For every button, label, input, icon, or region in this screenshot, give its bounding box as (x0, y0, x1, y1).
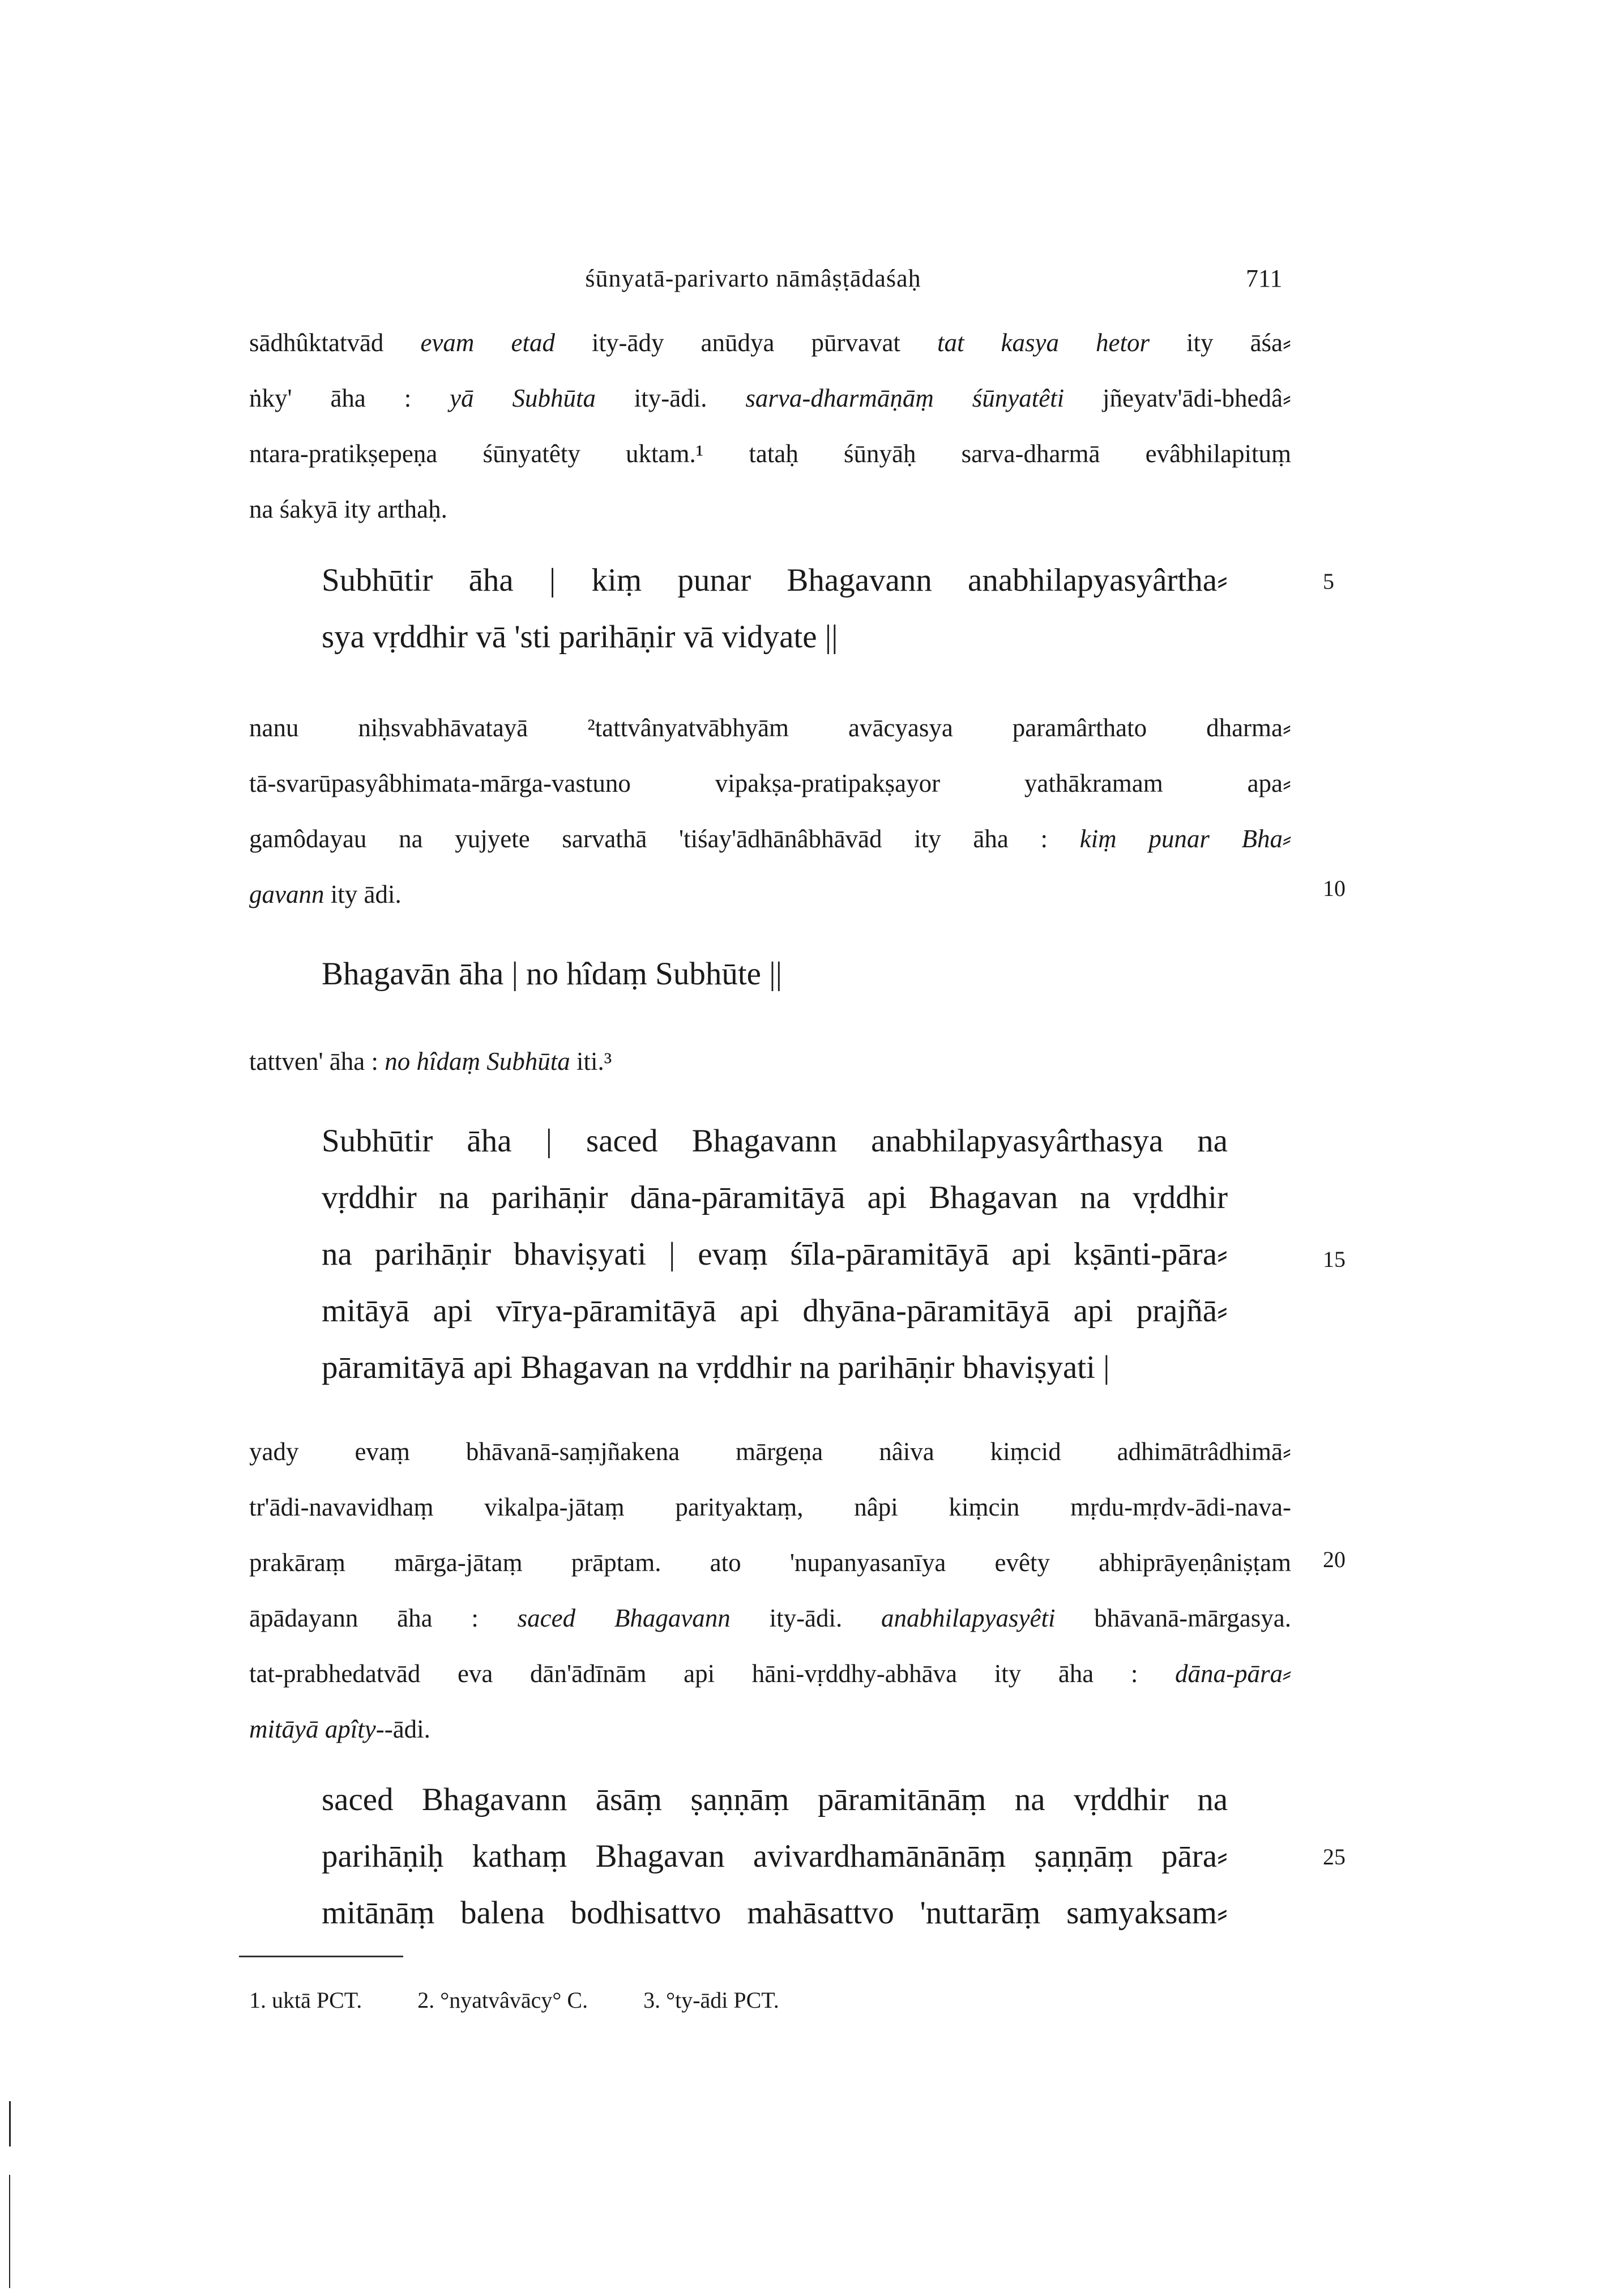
root-text-block-3 (322, 1113, 1228, 1396)
commentary-block-2 (249, 700, 1291, 922)
scan-margin-mark (9, 2101, 11, 2146)
line-number: 25 (1323, 1844, 1346, 1870)
root-line: Subhūtir āha | saced Bhagavann anabhilapyasyârthasya na (322, 1123, 1228, 1159)
root-line: vṛddhir na parihāṇir dāna-pāramitāyā api Bhagavan na vṛddhir (322, 1180, 1228, 1215)
commentary-line: ntara-pratikṣepeṇa śūnyatêty uktam.¹ tataḥ śūnyāḥ sarva-dharmā evâbhilapituṃ (249, 439, 1291, 468)
commentary-line: na śakyā ity arthaḥ. (249, 495, 447, 523)
commentary-line: tr'ādi-navavidhaṃ vikalpa-jātaṃ parityaktaṃ, nâpi kiṃcin mṛdu-mṛdv-ādi-nava- (249, 1493, 1291, 1521)
root-line: pāramitāyā api Bhagavan na vṛddhir na parihāṇir bhaviṣyati | (322, 1350, 1110, 1385)
root-line: saced Bhagavann āsāṃ ṣaṇṇāṃ pāramitānāṃ na vṛddhir na (322, 1782, 1228, 1817)
root-line: parihāṇiḥ kathaṃ Bhagavan avivardhamānānāṃ ṣaṇṇāṃ pāra⸗ (322, 1838, 1228, 1874)
commentary-line: gavann ity ādi. (249, 880, 402, 908)
line-number: 10 (1323, 876, 1346, 901)
running-header-title: śūnyatā-parivarto nāmâṣṭādaśaḥ (585, 264, 921, 292)
line-number: 15 (1323, 1247, 1346, 1272)
footnote: 2. °nyatvâvācy° C. (417, 1987, 588, 2013)
commentary-line: sādhûktatvād evam etad ity-ādy anūdya pūrvavat tat kasya hetor ity āśa⸗ (249, 328, 1292, 357)
line-number: 20 (1323, 1547, 1346, 1572)
commentary-block-3 (249, 1034, 1291, 1089)
root-line: sya vṛddhir vā 'sti parihāṇir vā vidyate || (322, 619, 838, 655)
commentary-line: nanu niḥsvabhāvatayā ²tattvânyatvābhyām avācyasya paramârthato dharma⸗ (249, 714, 1291, 742)
footnotes (249, 1987, 829, 2013)
root-line: na parihāṇir bhaviṣyati | evaṃ śīla-pāramitāyā api kṣānti-pāra⸗ (322, 1236, 1228, 1272)
root-line: Subhūtir āha | kiṃ punar Bhagavann anabhilapyasyârtha⸗ (322, 562, 1228, 598)
footnote-rule (239, 1956, 403, 1957)
root-text-block-1 (322, 552, 1228, 665)
commentary-block-4 (249, 1424, 1291, 1757)
commentary-line: mitāyā apîty--ādi. (249, 1715, 430, 1743)
commentary-line: yady evaṃ bhāvanā-saṃjñakena mārgeṇa nâiva kiṃcid adhimātrâdhimā⸗ (249, 1437, 1291, 1466)
page-number: 711 (1246, 264, 1283, 292)
footnote: 3. °ty-ādi PCT. (643, 1987, 779, 2013)
commentary-line: gamôdayau na yujyete sarvathā 'tiśay'ādhānâbhāvād ity āha : kiṃ punar Bha⸗ (249, 825, 1291, 853)
root-line: mitāyā api vīrya-pāramitāyā api dhyāna-pāramitāyā api prajñā⸗ (322, 1293, 1228, 1329)
root-line: Bhagavān āha | no hîdaṃ Subhūte || (322, 956, 783, 992)
commentary-line: tattven' āha : no hîdaṃ Subhūta iti.³ (249, 1047, 612, 1076)
commentary-line: āpādayann āha : saced Bhagavann ity-ādi. anabhilapyasyêti bhāvanā-mārgasya. (249, 1604, 1292, 1632)
commentary-line: tā-svarūpasyâbhimata-mārga-vastuno vipakṣa-pratipakṣayor yathākramam apa⸗ (249, 769, 1291, 797)
root-text-block-2 (322, 946, 1228, 1002)
root-text-block-4 (322, 1772, 1228, 1941)
commentary-line: prakāraṃ mārga-jātaṃ prāptam. ato 'nupanyasanīya evêty abhiprāyeṇâniṣṭam (249, 1548, 1291, 1577)
root-line: mitānāṃ balena bodhisattvo mahāsattvo 'nuttarāṃ samyaksam⸗ (322, 1895, 1228, 1931)
footnote: 1. uktā PCT. (249, 1987, 362, 2013)
commentary-line: ṅky' āha : yā Subhūta ity-ādi. sarva-dharmāṇāṃ śūnyatêti jñeyatv'ādi-bhedâ⸗ (249, 384, 1291, 412)
commentary-line: tat-prabhedatvād eva dān'ādīnām api hāni-vṛddhy-abhāva ity āha : dāna-pāra⸗ (249, 1659, 1291, 1688)
scan-margin-mark (9, 2175, 10, 2288)
commentary-block-1 (249, 315, 1291, 537)
line-number: 5 (1323, 569, 1334, 594)
